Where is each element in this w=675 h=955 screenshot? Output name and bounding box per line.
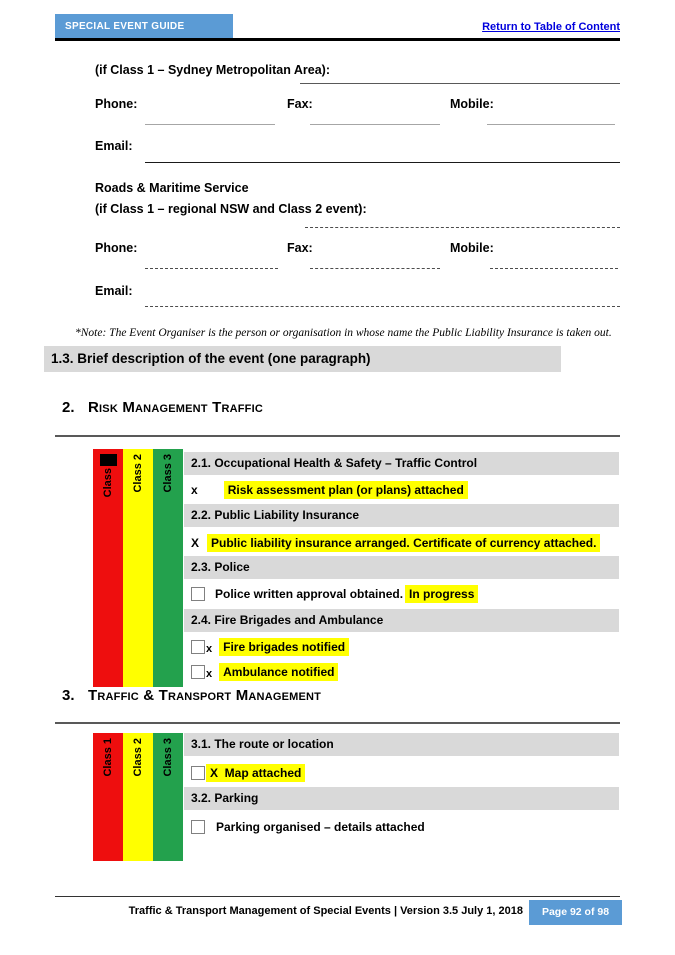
highlighted-text: Public liability insurance arranged. Certificate of currency attached.: [207, 534, 600, 552]
row-2-3-header: 2.3. Police: [184, 556, 619, 579]
item-text: Parking organised – details attached: [216, 820, 425, 834]
contact2-mobile-field: [490, 268, 618, 269]
note-text: *Note: The Event Organiser is the person or organisation in whose name the Public Liability Insurance is taken out.: [75, 327, 612, 339]
class-2-column: [123, 449, 153, 688]
row-2-4-item-ambulance: [184, 661, 619, 683]
checkbox[interactable]: [191, 587, 205, 601]
contact1-fax-label: Fax:: [287, 97, 313, 111]
row-3-2-item: [184, 816, 619, 838]
row-2-1-header: 2.1. Occupational Health & Safety – Traffic Control: [184, 452, 619, 475]
section-3-number: 3.: [62, 687, 75, 704]
checkbox[interactable]: [191, 820, 205, 834]
class-2-label: Class 2: [132, 454, 144, 493]
class-3-label: Class 3: [162, 738, 174, 777]
footer-rule: [55, 896, 620, 897]
row-3-1-header: 3.1. The route or location: [184, 733, 619, 756]
class-2-column: [123, 733, 153, 861]
contact1-intro: (if Class 1 – Sydney Metropolitan Area):: [95, 63, 331, 77]
checkbox[interactable]: [191, 766, 205, 780]
check-mark: x: [206, 643, 213, 655]
risk-management-table: [93, 449, 620, 688]
section-3-heading: [62, 687, 321, 704]
contact1-fax-field: [310, 124, 440, 125]
contact2-fax-field: [310, 268, 440, 269]
header-rule: [55, 38, 620, 41]
contact2-phone-label: Phone:: [95, 241, 138, 255]
contact1-phone-label: Phone:: [95, 97, 138, 111]
checkbox[interactable]: [191, 640, 205, 654]
class-2-label: Class 2: [132, 738, 144, 777]
contact1-mobile-field: [487, 124, 615, 125]
row-2-4-header: 2.4. Fire Brigades and Ambulance: [184, 609, 619, 632]
section-3-title: Traffic & Transport Management: [88, 687, 322, 704]
row-2-3-item: [184, 583, 619, 605]
contact1-email-label: Email:: [95, 139, 133, 153]
contact2-phone-field: [145, 268, 278, 269]
row-3-2-header: 3.2. Parking: [184, 787, 619, 810]
highlighted-text: Ambulance notified: [219, 663, 338, 681]
class-3-label: Class 3: [162, 454, 174, 493]
section-2-heading: [62, 399, 263, 416]
row-2-1-item: [184, 479, 619, 501]
class-1-label: Class: [102, 468, 114, 498]
section-2-title: Risk Management Traffic: [88, 399, 263, 416]
contact1-phone-field: [145, 124, 275, 125]
contact2-top-line: [305, 227, 620, 228]
checkbox[interactable]: [191, 665, 205, 679]
section-1-3-heading: 1.3. Brief description of the event (one paragraph): [44, 346, 561, 372]
contact1-top-line: [300, 83, 620, 84]
footer-text: Traffic & Transport Management of Special Events | Version 3.5 July 1, 2018: [128, 905, 523, 917]
row-2-2-item: [184, 532, 619, 554]
return-to-toc-link[interactable]: Return to Table of Content: [482, 21, 620, 33]
row-2-2-header: 2.2. Public Liability Insurance: [184, 504, 619, 527]
page-number-badge: Page 92 of 98: [529, 900, 622, 925]
traffic-transport-table: [93, 733, 620, 861]
section-2-rule: [55, 435, 620, 437]
highlighted-text: Fire brigades notified: [219, 638, 349, 656]
contact2-title: Roads & Maritime Service: [95, 181, 249, 195]
row-3-1-item: [184, 762, 619, 784]
contact2-fax-label: Fax:: [287, 241, 313, 255]
row-2-4-item-fire: [184, 636, 619, 658]
contact2-email-label: Email:: [95, 284, 133, 298]
class-1-column: [93, 449, 123, 688]
highlighted-text: Risk assessment plan (or plans) attached: [224, 481, 468, 499]
section-2-number: 2.: [62, 399, 75, 416]
class-1-column: [93, 733, 123, 861]
highlighted-text: X Map attached: [206, 764, 305, 782]
header-tab: SPECIAL EVENT GUIDE: [55, 14, 233, 39]
contact1-email-field: [145, 162, 620, 163]
contact2-email-field: [145, 306, 620, 307]
highlighted-text: In progress: [405, 585, 478, 603]
section-3-rule: [55, 722, 620, 724]
class-3-column: [153, 733, 183, 861]
check-mark: X: [191, 536, 200, 550]
contact2-mobile-label: Mobile:: [450, 241, 494, 255]
contact1-mobile-label: Mobile:: [450, 97, 494, 111]
class-1-label: Class 1: [102, 738, 114, 777]
redaction-box: [100, 454, 117, 466]
check-mark: x: [206, 668, 213, 680]
class-3-column: [153, 449, 183, 688]
check-mark: x: [191, 483, 198, 497]
item-text: Police written approval obtained.: [215, 587, 404, 601]
contact2-intro: (if Class 1 – regional NSW and Class 2 event):: [95, 202, 367, 216]
